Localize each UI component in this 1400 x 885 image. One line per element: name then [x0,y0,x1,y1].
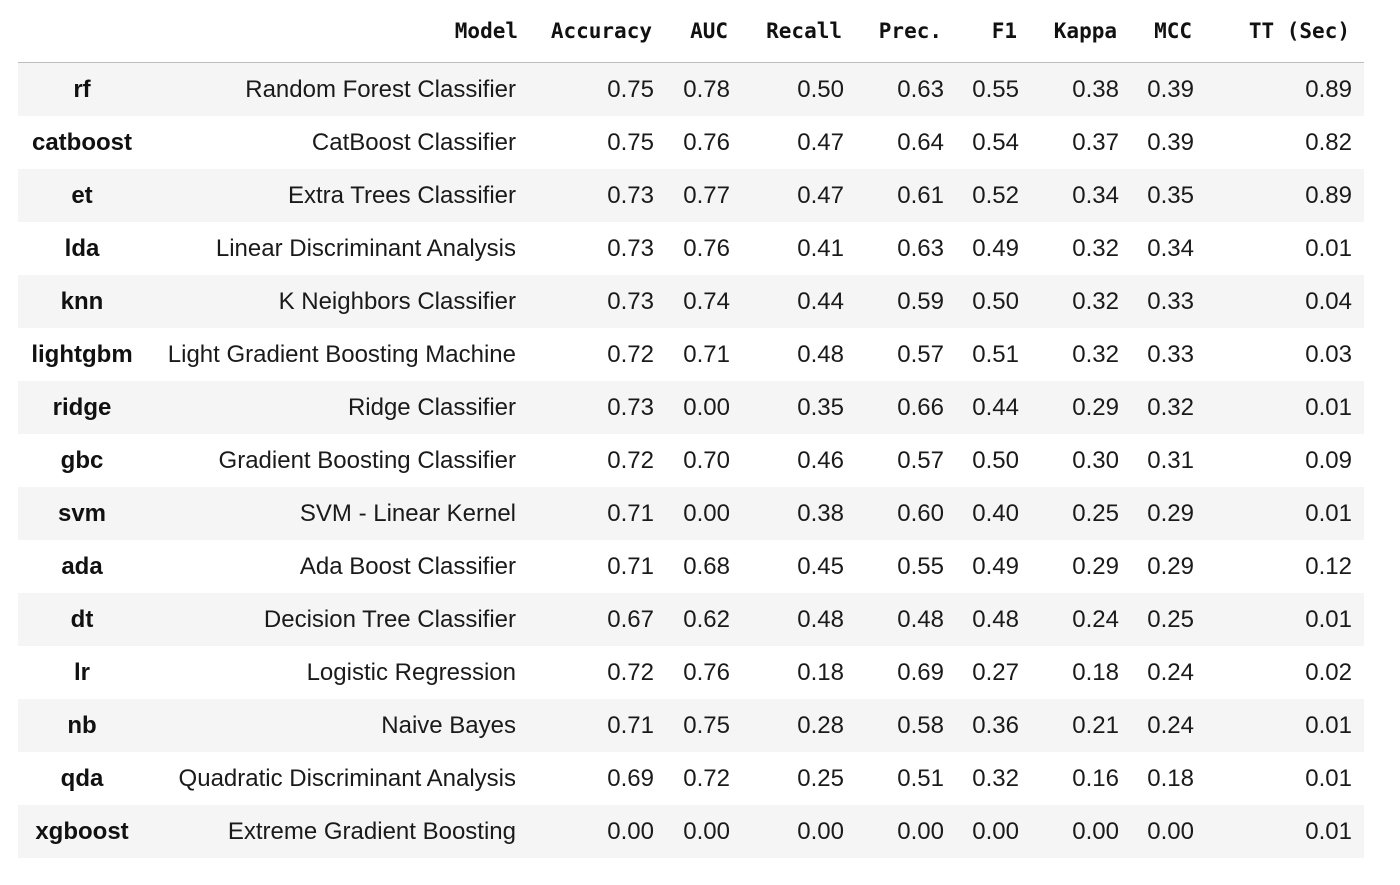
metric-cell: 0.71 [532,540,666,593]
metric-cell: 0.00 [956,805,1031,858]
metric-cell: 0.75 [666,699,742,752]
table-row [18,116,1364,169]
metric-cell: 0.51 [956,328,1031,381]
metric-cell: 0.54 [956,116,1031,169]
row-index-label: rf [18,63,146,117]
column-header: Accuracy [532,0,666,63]
column-header: AUC [666,0,742,63]
metric-cell: 0.73 [532,381,666,434]
metric-cell: 0.72 [666,752,742,805]
metric-cell: 0.63 [856,63,956,117]
metric-cell: 0.89 [1206,63,1364,117]
metric-cell: 0.35 [742,381,856,434]
metric-cell: 0.71 [532,487,666,540]
row-index-label: qda [18,752,146,805]
metric-cell: 0.24 [1031,593,1131,646]
model-comparison-table-container [18,0,1364,858]
metric-cell: 0.77 [666,169,742,222]
metric-cell: 0.00 [1131,805,1206,858]
metric-cell: 0.35 [1131,169,1206,222]
metric-cell: 0.75 [532,63,666,117]
table-header [18,0,1364,63]
table-row [18,699,1364,752]
metric-cell: 0.16 [1031,752,1131,805]
metric-cell: 0.52 [956,169,1031,222]
model-name-cell: Decision Tree Classifier [146,593,532,646]
table-row [18,593,1364,646]
metric-cell: 0.82 [1206,116,1364,169]
metric-cell: 0.18 [1031,646,1131,699]
metric-cell: 0.02 [1206,646,1364,699]
metric-cell: 0.00 [532,805,666,858]
metric-cell: 0.50 [956,434,1031,487]
header-index-blank [18,0,146,63]
row-index-label: et [18,169,146,222]
metric-cell: 0.25 [742,752,856,805]
metric-cell: 0.32 [1131,381,1206,434]
metric-cell: 0.36 [956,699,1031,752]
row-index-label: xgboost [18,805,146,858]
table-row [18,169,1364,222]
metric-cell: 0.28 [742,699,856,752]
metric-cell: 0.74 [666,275,742,328]
header-row [18,0,1364,63]
metric-cell: 0.51 [856,752,956,805]
metric-cell: 0.04 [1206,275,1364,328]
metric-cell: 0.00 [666,487,742,540]
metric-cell: 0.69 [532,752,666,805]
column-header: Prec. [856,0,956,63]
row-index-label: catboost [18,116,146,169]
column-header: Kappa [1031,0,1131,63]
metric-cell: 0.33 [1131,328,1206,381]
row-index-label: ridge [18,381,146,434]
metric-cell: 0.00 [742,805,856,858]
metric-cell: 0.49 [956,222,1031,275]
model-name-cell: Gradient Boosting Classifier [146,434,532,487]
metric-cell: 0.69 [856,646,956,699]
metric-cell: 0.31 [1131,434,1206,487]
metric-cell: 0.73 [532,275,666,328]
metric-cell: 0.00 [1031,805,1131,858]
model-name-cell: CatBoost Classifier [146,116,532,169]
row-index-label: lda [18,222,146,275]
metric-cell: 0.48 [742,328,856,381]
row-index-label: lr [18,646,146,699]
metric-cell: 0.76 [666,646,742,699]
metric-cell: 0.72 [532,646,666,699]
metric-cell: 0.32 [1031,328,1131,381]
metric-cell: 0.24 [1131,699,1206,752]
row-index-label: gbc [18,434,146,487]
metric-cell: 0.72 [532,434,666,487]
metric-cell: 0.30 [1031,434,1131,487]
model-name-cell: Ridge Classifier [146,381,532,434]
model-name-cell: Linear Discriminant Analysis [146,222,532,275]
metric-cell: 0.39 [1131,63,1206,117]
metric-cell: 0.01 [1206,699,1364,752]
model-name-cell: Naive Bayes [146,699,532,752]
metric-cell: 0.62 [666,593,742,646]
table-row [18,434,1364,487]
metric-cell: 0.01 [1206,222,1364,275]
metric-cell: 0.00 [666,805,742,858]
metric-cell: 0.18 [742,646,856,699]
metric-cell: 0.66 [856,381,956,434]
metric-cell: 0.32 [1031,275,1131,328]
metric-cell: 0.68 [666,540,742,593]
table-row [18,805,1364,858]
metric-cell: 0.32 [1031,222,1131,275]
metric-cell: 0.63 [856,222,956,275]
metric-cell: 0.44 [956,381,1031,434]
metric-cell: 0.41 [742,222,856,275]
model-name-cell: SVM - Linear Kernel [146,487,532,540]
model-name-cell: Random Forest Classifier [146,63,532,117]
table-row [18,275,1364,328]
metric-cell: 0.59 [856,275,956,328]
metric-cell: 0.50 [956,275,1031,328]
metric-cell: 0.72 [532,328,666,381]
table-body [18,63,1364,859]
metric-cell: 0.12 [1206,540,1364,593]
row-index-label: lightgbm [18,328,146,381]
metric-cell: 0.01 [1206,487,1364,540]
metric-cell: 0.73 [532,222,666,275]
table-row [18,752,1364,805]
row-index-label: ada [18,540,146,593]
metric-cell: 0.38 [1031,63,1131,117]
table-row [18,540,1364,593]
metric-cell: 0.01 [1206,805,1364,858]
metric-cell: 0.01 [1206,752,1364,805]
metric-cell: 0.64 [856,116,956,169]
metric-cell: 0.34 [1131,222,1206,275]
model-name-cell: Quadratic Discriminant Analysis [146,752,532,805]
metric-cell: 0.47 [742,169,856,222]
model-name-cell: Extreme Gradient Boosting [146,805,532,858]
metric-cell: 0.03 [1206,328,1364,381]
table-row [18,646,1364,699]
metric-cell: 0.25 [1031,487,1131,540]
model-name-cell: K Neighbors Classifier [146,275,532,328]
metric-cell: 0.46 [742,434,856,487]
table-row [18,63,1364,117]
model-name-cell: Logistic Regression [146,646,532,699]
metric-cell: 0.57 [856,328,956,381]
model-name-cell: Ada Boost Classifier [146,540,532,593]
metric-cell: 0.67 [532,593,666,646]
column-header: Recall [742,0,856,63]
metric-cell: 0.71 [532,699,666,752]
model-comparison-table [18,0,1364,858]
model-name-cell: Light Gradient Boosting Machine [146,328,532,381]
metric-cell: 0.29 [1031,381,1131,434]
column-header: MCC [1131,0,1206,63]
metric-cell: 0.01 [1206,381,1364,434]
table-row [18,381,1364,434]
metric-cell: 0.01 [1206,593,1364,646]
metric-cell: 0.39 [1131,116,1206,169]
metric-cell: 0.48 [742,593,856,646]
metric-cell: 0.00 [666,381,742,434]
metric-cell: 0.21 [1031,699,1131,752]
metric-cell: 0.32 [956,752,1031,805]
metric-cell: 0.76 [666,222,742,275]
metric-cell: 0.33 [1131,275,1206,328]
column-header: Model [146,0,532,63]
row-index-label: dt [18,593,146,646]
metric-cell: 0.60 [856,487,956,540]
metric-cell: 0.38 [742,487,856,540]
metric-cell: 0.29 [1031,540,1131,593]
table-row [18,222,1364,275]
metric-cell: 0.18 [1131,752,1206,805]
metric-cell: 0.09 [1206,434,1364,487]
metric-cell: 0.27 [956,646,1031,699]
metric-cell: 0.75 [532,116,666,169]
table-row [18,487,1364,540]
metric-cell: 0.47 [742,116,856,169]
metric-cell: 0.48 [956,593,1031,646]
model-name-cell: Extra Trees Classifier [146,169,532,222]
metric-cell: 0.71 [666,328,742,381]
metric-cell: 0.25 [1131,593,1206,646]
metric-cell: 0.44 [742,275,856,328]
row-index-label: nb [18,699,146,752]
metric-cell: 0.76 [666,116,742,169]
metric-cell: 0.55 [856,540,956,593]
row-index-label: svm [18,487,146,540]
metric-cell: 0.89 [1206,169,1364,222]
metric-cell: 0.34 [1031,169,1131,222]
metric-cell: 0.24 [1131,646,1206,699]
metric-cell: 0.50 [742,63,856,117]
metric-cell: 0.29 [1131,487,1206,540]
metric-cell: 0.29 [1131,540,1206,593]
metric-cell: 0.48 [856,593,956,646]
metric-cell: 0.49 [956,540,1031,593]
column-header: F1 [956,0,1031,63]
row-index-label: knn [18,275,146,328]
metric-cell: 0.37 [1031,116,1131,169]
metric-cell: 0.70 [666,434,742,487]
column-header: TT (Sec) [1206,0,1364,63]
metric-cell: 0.40 [956,487,1031,540]
table-row [18,328,1364,381]
metric-cell: 0.57 [856,434,956,487]
metric-cell: 0.45 [742,540,856,593]
metric-cell: 0.55 [956,63,1031,117]
metric-cell: 0.73 [532,169,666,222]
metric-cell: 0.78 [666,63,742,117]
metric-cell: 0.61 [856,169,956,222]
metric-cell: 0.58 [856,699,956,752]
metric-cell: 0.00 [856,805,956,858]
